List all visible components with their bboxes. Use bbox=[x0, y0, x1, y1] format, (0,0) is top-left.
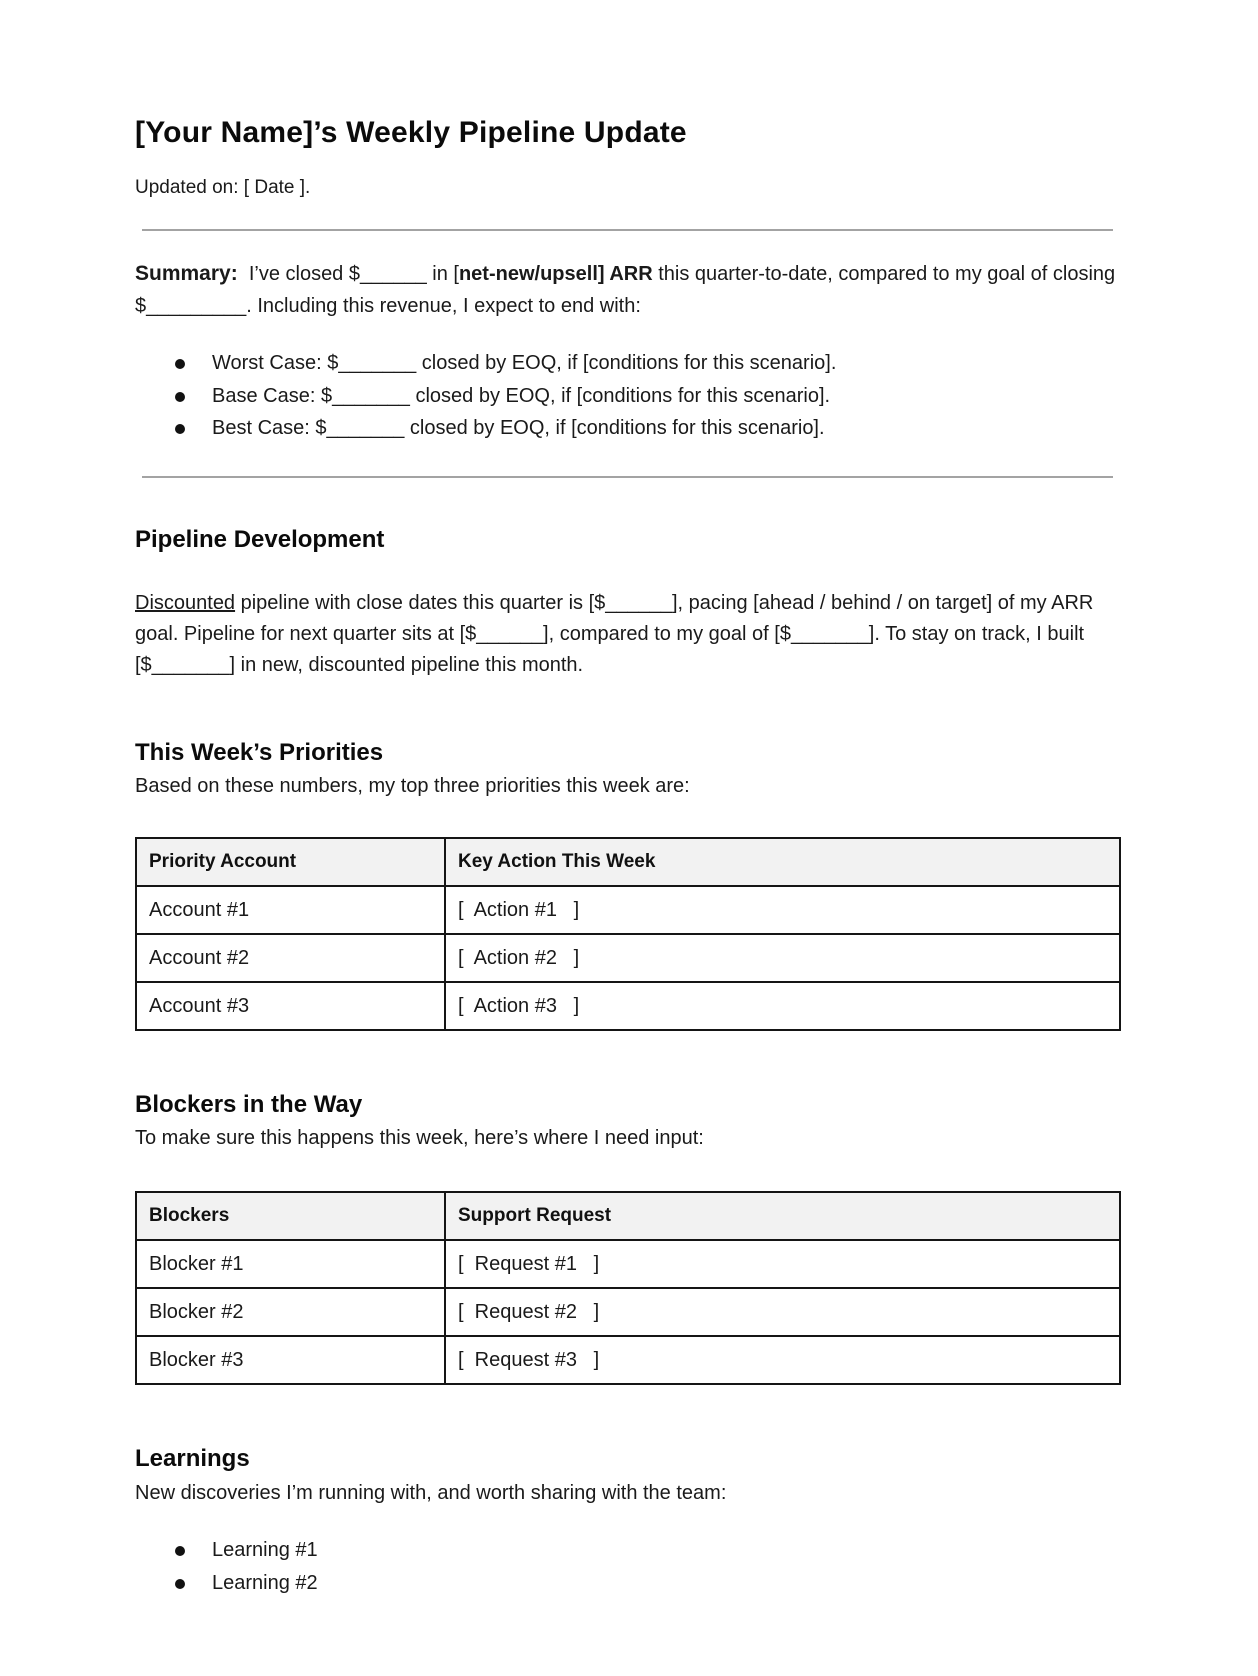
table-header-row bbox=[136, 838, 1120, 886]
column-header: Key Action This Week bbox=[445, 838, 1120, 886]
horizontal-rule bbox=[142, 476, 1113, 478]
learning-text: Learning #2 bbox=[212, 1571, 318, 1594]
discounted-underlined: Discounted bbox=[135, 592, 236, 614]
pipeline-development-heading: Pipeline Development bbox=[135, 526, 385, 553]
column-header: Blockers bbox=[136, 1192, 445, 1240]
column-header: Priority Account bbox=[136, 838, 445, 886]
scenario-base-case bbox=[135, 380, 836, 413]
table-header-row bbox=[136, 1192, 1120, 1240]
summary-bold-segment: net-new/upsell] ARR bbox=[458, 263, 653, 285]
scenario-text: Best Case: $_______ closed by EOQ, if [conditions for this scenario]. bbox=[212, 417, 825, 439]
updated-on: Updated on: [ Date ]. bbox=[135, 177, 311, 198]
table-cell: [ Action #1 ] bbox=[445, 886, 1120, 934]
table-cell: [ Request #2 ] bbox=[445, 1288, 1120, 1336]
table-cell: [ Request #3 ] bbox=[445, 1336, 1120, 1384]
table-cell: Blocker #3 bbox=[136, 1336, 445, 1384]
learning-item bbox=[135, 1534, 318, 1567]
bullet-icon bbox=[175, 392, 185, 402]
table-cell: [ Action #2 ] bbox=[445, 934, 1120, 982]
summary-label: Summary: bbox=[135, 262, 238, 285]
table-cell: Account #1 bbox=[136, 886, 445, 934]
table-row bbox=[136, 982, 1120, 1030]
bullet-icon bbox=[175, 424, 185, 434]
horizontal-rule bbox=[142, 229, 1113, 231]
table-cell: Blocker #1 bbox=[136, 1240, 445, 1288]
scenario-text: Worst Case: $_______ closed by EOQ, if [conditions for this scenario]. bbox=[212, 352, 837, 374]
pipeline-paragraph bbox=[135, 588, 1125, 681]
summary-text-2: this quarter-to-date, compared to my goal of closing $_________. Including this revenue, I expect to end with: bbox=[135, 263, 1116, 317]
priorities-table bbox=[135, 837, 1121, 1031]
table-cell: [ Action #3 ] bbox=[445, 982, 1120, 1030]
scenario-text: Base Case: $_______ closed by EOQ, if [conditions for this scenario]. bbox=[212, 384, 831, 407]
blockers-subtitle: To make sure this happens this week, here’s where I need input: bbox=[135, 1127, 704, 1149]
bullet-icon bbox=[175, 1546, 185, 1556]
learning-text: Learning #1 bbox=[212, 1539, 318, 1561]
table-row bbox=[136, 1240, 1120, 1288]
priorities-subtitle: Based on these numbers, my top three priorities this week are: bbox=[135, 775, 690, 797]
learnings-list bbox=[135, 1534, 318, 1599]
learnings-subtitle: New discoveries I’m running with, and worth sharing with the team: bbox=[135, 1482, 727, 1504]
table-cell: [ Request #1 ] bbox=[445, 1240, 1120, 1288]
table-row bbox=[136, 934, 1120, 982]
learnings-heading: Learnings bbox=[135, 1445, 250, 1472]
table-row bbox=[136, 1288, 1120, 1336]
bullet-icon bbox=[175, 1579, 185, 1589]
table-cell: Account #2 bbox=[136, 934, 445, 982]
document-title: [Your Name]’s Weekly Pipeline Update bbox=[135, 116, 687, 149]
table-cell: Account #3 bbox=[136, 982, 445, 1030]
column-header: Support Request bbox=[445, 1192, 1120, 1240]
pipeline-text: pipeline with close dates this quarter is [$______], pacing [ahead / behind / on target] of my ARR goal. Pipeline for next quarter sits at [$______], compared to my goal of [$_______]. To stay on track, I built [$_______] in new, discounted pipeline this month. bbox=[135, 592, 1094, 676]
blockers-table bbox=[135, 1191, 1121, 1385]
scenario-best-case bbox=[135, 412, 836, 445]
blockers-heading: Blockers in the Way bbox=[135, 1091, 363, 1118]
summary-paragraph bbox=[135, 258, 1125, 322]
scenario-list bbox=[135, 347, 836, 445]
table-row bbox=[136, 1336, 1120, 1384]
table-cell: Blocker #2 bbox=[136, 1288, 445, 1336]
scenario-worst-case bbox=[135, 347, 836, 380]
priorities-heading: This Week’s Priorities bbox=[135, 739, 384, 766]
table-row bbox=[136, 886, 1120, 934]
learning-item bbox=[135, 1567, 318, 1600]
bullet-icon bbox=[175, 359, 185, 369]
summary-text-1: I’ve closed $______ in [ bbox=[237, 263, 459, 285]
